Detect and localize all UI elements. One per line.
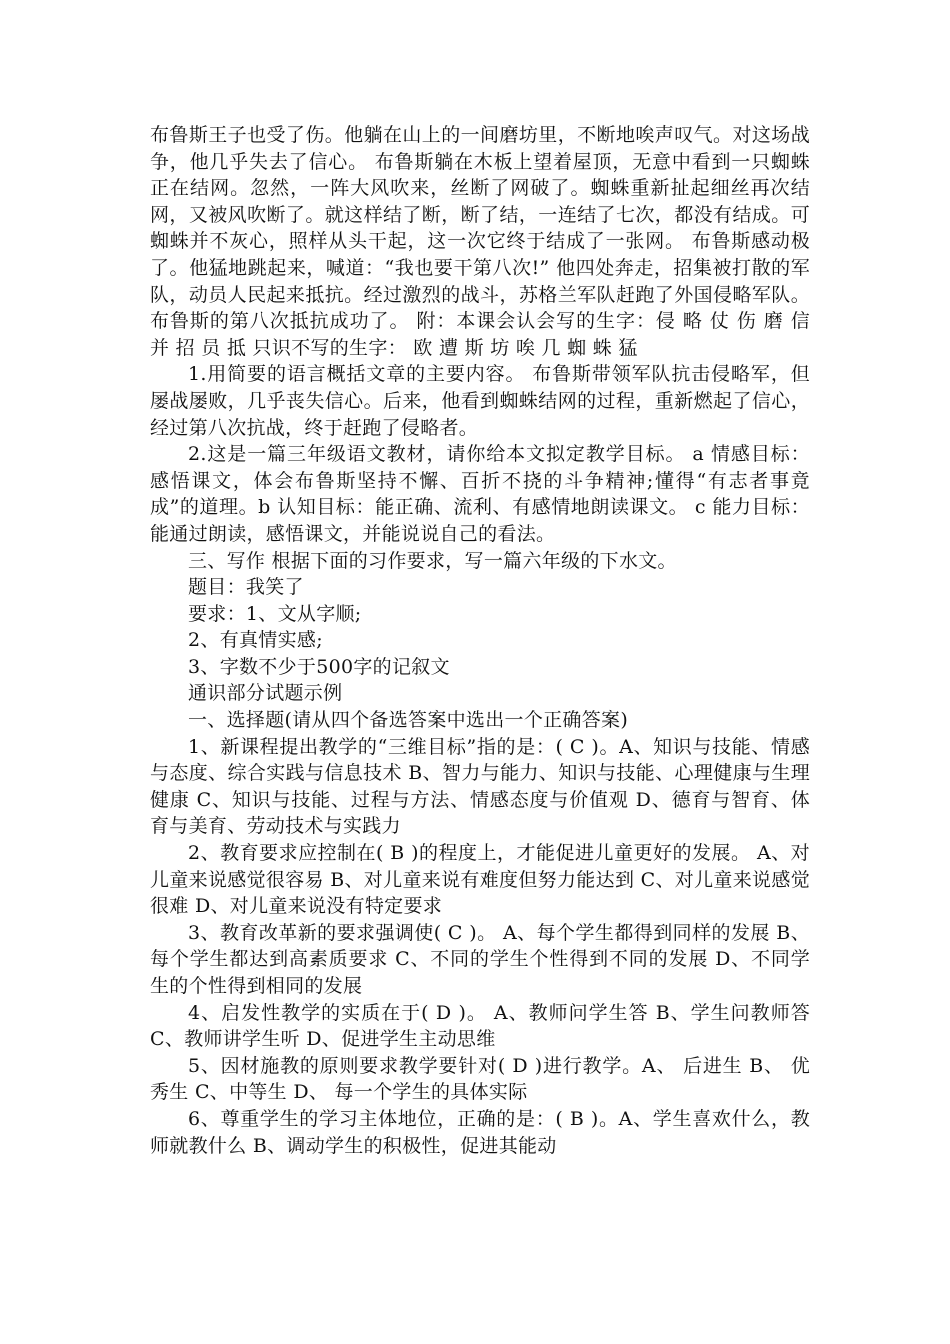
section-heading-general: 通识部分试题示例: [188, 682, 343, 705]
section-heading-choice: 一、选择题(请从四个备选答案中选出一个正确答案): [188, 709, 629, 732]
paragraph-question-1: 1.用简要的语言概括文章的主要内容。 布鲁斯带领军队抗击侵略军，但屡战屡败，几乎丧失信心。后来，他看到蜘蛛结网的过程，重新燃起了信心，经过第八次抗战，终于赶跑了侵略者。: [150, 363, 810, 439]
writing-requirement-2: 2、有真情实感;: [188, 629, 323, 652]
paragraph-story: 布鲁斯王子也受了伤。他躺在山上的一间磨坊里，不断地唉声叹气。对这场战争，他几乎失去了信心。 布鲁斯躺在木板上望着屋顶，无意中看到一只蜘蛛正在结网。忽然，一阵大风吹来，丝断了网破了。蜘蛛重新扯起细丝再次结网，又被风吹断了。就这样结了断，断了结，一连结了七次，都没有结成。可蜘蛛并不灰心，照样从头干起，这一次它终于结成了一张网。 布鲁斯感动极了。他猛地跳起来，喊道：“我也要干第八次!” 他四处奔走，招集被打散的军队，动员人民起来抵抗。经过激烈的战斗，苏格兰军队赶跑了外国侵略军队。布鲁斯的第八次抵抗成功了。 附：本课会认会写的生字：侵 略 仗 伤 磨 信 并 招 员 抵 只识不写的生字： 欧 遭 斯 坊 唉 几 蜘 蛛 猛: [150, 124, 810, 359]
choice-question-1: 1、新课程提出教学的“三维目标”指的是：( C )。A、知识与技能、情感与态度、综合实践与信息技术 B、智力与能力、知识与技能、心理健康与生理健康 C、知识与技能、过程与方法、情感态度与价值观 D、德育与智育、体育与美育、劳动技术与实践力: [150, 735, 810, 838]
choice-question-2: 2、教育要求应控制在( B )的程度上，才能促进儿童更好的发展。 A、对儿童来说感觉很容易 B、对儿童来说有难度但努力能达到 C、对儿童来说感觉很难 D、对儿童来说没有特定要求: [150, 842, 810, 918]
writing-requirement-3: 3、字数不少于500字的记叙文: [188, 655, 450, 678]
choice-question-5: 5、因材施教的原则要求教学要针对( D )进行教学。A、 后进生 B、 优秀生 C、中等生 D、 每一个学生的具体实际: [150, 1054, 810, 1104]
choice-question-6: 6、尊重学生的学习主体地位，正确的是：( B )。A、学生喜欢什么，教师就教什么 B、调动学生的积极性，促进其能动: [150, 1107, 810, 1157]
choice-question-3: 3、教育改革新的要求强调使( C )。 A、每个学生都得到同样的发展 B、每个学生都达到高素质要求 C、不同的学生个性得到不同的发展 D、不同学生的个性得到相同的发展: [150, 921, 810, 997]
section-heading-writing: 三、写作 根据下面的习作要求，写一篇六年级的下水文。: [188, 549, 677, 572]
paragraph-question-2: 2.这是一篇三年级语文教材，请你给本文拟定教学目标。 a 情感目标：感悟课文，体会布鲁斯坚持不懈、百折不挠的斗争精神;懂得“有志者事竟成”的道理。b 认知目标：能正确、流利、有感情地朗读课文。 c 能力目标：能通过朗读，感悟课文，并能说说自己的看法。: [150, 443, 810, 545]
document-page: [150, 122, 810, 1222]
choice-question-4: 4、启发性教学的实质在于( D )。 A、教师问学生答 B、学生问教师答 C、教师讲学生听 D、促进学生主动思维: [150, 1001, 810, 1051]
writing-title: 题目：我笑了: [188, 576, 304, 599]
writing-requirement-1: 要求：1、文从字顺;: [188, 602, 362, 625]
